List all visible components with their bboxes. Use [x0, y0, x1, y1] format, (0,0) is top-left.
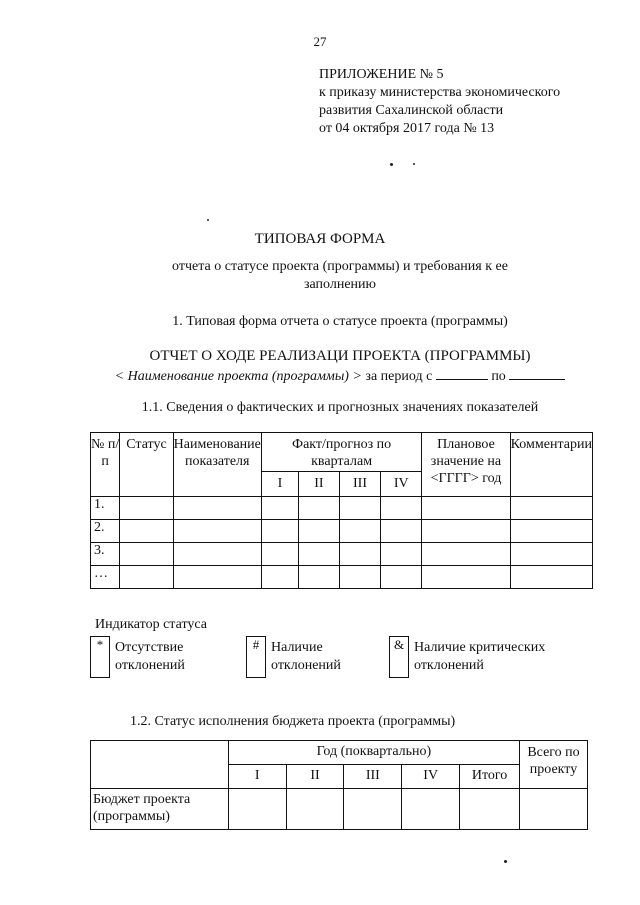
table-cell[interactable] — [339, 543, 380, 566]
table-cell[interactable] — [298, 520, 339, 543]
appendix-line: от 04 октября 2017 года № 13 — [319, 121, 495, 136]
table-cell[interactable] — [298, 497, 339, 520]
period-to-label: по — [491, 369, 506, 384]
table-cell[interactable] — [344, 789, 402, 830]
header-planned-value: Плановое значение на <ГГГГ> год — [422, 433, 510, 497]
report-title: ОТЧЕТ О ХОДЕ РЕАЛИЗАЦИ ПРОЕКТА (ПРОГРАММЫ) — [149, 348, 531, 364]
table-cell[interactable] — [120, 520, 173, 543]
header-quarter: II — [286, 765, 344, 789]
table-cell[interactable] — [261, 543, 298, 566]
table-cell[interactable] — [381, 543, 422, 566]
table-cell[interactable] — [510, 497, 592, 520]
header-fact-forecast: Факт/прогноз по кварталам — [261, 433, 421, 472]
table-cell[interactable] — [298, 543, 339, 566]
table-cell[interactable] — [460, 789, 520, 830]
appendix-line: развития Сахалинской области — [319, 103, 504, 118]
budget-row-label: Бюджет проекта (программы) — [91, 789, 229, 830]
appendix-block — [319, 66, 560, 138]
header-year-quarterly: Год (поквартально) — [228, 741, 519, 765]
table-cell[interactable] — [520, 789, 588, 830]
status-text-deviation: Наличие отклонений — [271, 640, 341, 673]
table-cell[interactable] — [120, 543, 173, 566]
scan-speck — [504, 860, 507, 863]
table-row — [91, 566, 593, 589]
table-cell[interactable] — [422, 497, 510, 520]
header-indicator-name: Наименование показателя — [173, 433, 261, 497]
scan-speck — [207, 219, 209, 221]
table-row — [91, 789, 588, 830]
table-cell[interactable] — [261, 497, 298, 520]
table-cell[interactable] — [422, 520, 510, 543]
table-row — [91, 543, 593, 566]
status-text-none: Отсутствие отклонений — [115, 640, 185, 673]
status-indicator-label: Индикатор статуса — [95, 617, 207, 632]
section-1-heading: 1. Типовая форма отчета о статусе проекта (программы) — [172, 314, 508, 329]
indicators-table — [90, 432, 593, 589]
table-cell[interactable] — [173, 566, 261, 589]
header-quarter: III — [344, 765, 402, 789]
table-cell[interactable] — [422, 543, 510, 566]
header-quarter: I — [228, 765, 286, 789]
report-subtitle — [0, 367, 640, 386]
form-title: ТИПОВАЯ ФОРМА — [254, 231, 386, 247]
appendix-line: к приказу министерства экономического — [319, 85, 561, 100]
table-cell[interactable] — [381, 520, 422, 543]
budget-empty-header — [91, 741, 229, 789]
table-row — [91, 497, 593, 520]
table-cell[interactable] — [381, 566, 422, 589]
budget-table — [90, 740, 588, 830]
table-cell[interactable] — [173, 543, 261, 566]
form-subtitle — [140, 258, 540, 294]
subtitle-line: заполнению — [303, 277, 376, 292]
appendix-title: ПРИЛОЖЕНИЕ № 5 — [319, 67, 444, 82]
period-from-label: за период с — [365, 369, 433, 384]
page-number: 27 — [313, 34, 327, 49]
table-cell[interactable] — [261, 520, 298, 543]
header-total: Итого — [460, 765, 520, 789]
table-cell[interactable] — [422, 566, 510, 589]
status-symbol-deviation: # — [246, 636, 266, 678]
table-row — [91, 520, 593, 543]
scan-speck — [413, 163, 415, 165]
table-cell[interactable] — [339, 520, 380, 543]
table-cell[interactable] — [402, 789, 460, 830]
header-num: № п/п — [91, 433, 120, 497]
table-cell[interactable] — [510, 566, 592, 589]
row-number: … — [91, 566, 120, 589]
table-cell[interactable] — [173, 520, 261, 543]
scan-speck — [390, 163, 393, 166]
project-name-placeholder: < Наименование проекта (программы) > — [114, 369, 362, 384]
section-1-1-heading: 1.1. Сведения о фактических и прогнозных значениях показателей — [141, 400, 539, 415]
table-cell[interactable] — [298, 566, 339, 589]
row-number: 1. — [91, 497, 120, 520]
header-quarter: II — [298, 472, 339, 497]
table-cell[interactable] — [339, 566, 380, 589]
table-cell[interactable] — [286, 789, 344, 830]
table-cell[interactable] — [120, 566, 173, 589]
table-cell[interactable] — [510, 520, 592, 543]
table-cell[interactable] — [261, 566, 298, 589]
table-cell[interactable] — [173, 497, 261, 520]
header-quarter: IV — [402, 765, 460, 789]
row-number: 2. — [91, 520, 120, 543]
header-status: Статус — [120, 433, 173, 497]
table-cell[interactable] — [120, 497, 173, 520]
header-total-project: Всего по проекту — [520, 741, 588, 789]
table-cell[interactable] — [510, 543, 592, 566]
header-quarter: IV — [381, 472, 422, 497]
table-cell[interactable] — [339, 497, 380, 520]
status-symbol-critical: & — [389, 636, 409, 678]
status-text-critical: Наличие критических отклонений — [414, 640, 546, 673]
header-quarter: III — [339, 472, 380, 497]
header-comments: Комментарии — [510, 433, 592, 497]
header-quarter: I — [261, 472, 298, 497]
status-symbol-none: * — [90, 636, 110, 678]
section-1-2-heading: 1.2. Статус исполнения бюджета проекта (программы) — [130, 714, 456, 729]
table-cell[interactable] — [228, 789, 286, 830]
table-cell[interactable] — [381, 497, 422, 520]
row-number: 3. — [91, 543, 120, 566]
period-from-field[interactable] — [436, 367, 488, 380]
period-to-field[interactable] — [509, 367, 565, 380]
subtitle-line: отчета о статусе проекта (программы) и требования к ее — [172, 259, 508, 274]
